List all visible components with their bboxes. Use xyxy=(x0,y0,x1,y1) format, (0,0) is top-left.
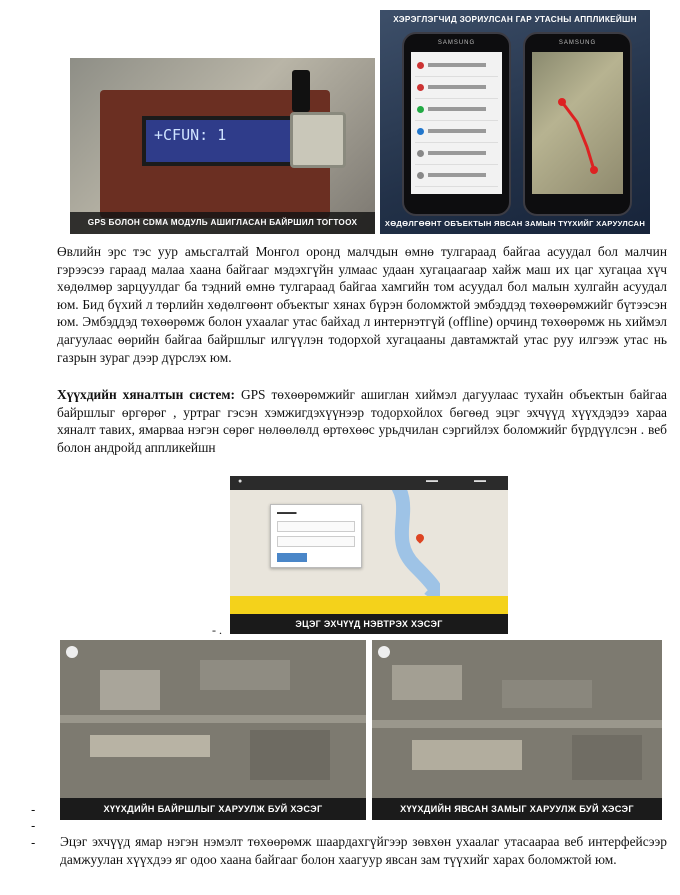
building xyxy=(200,660,290,690)
menu-row xyxy=(415,144,498,165)
login-title: ▬▬▬ xyxy=(277,509,297,516)
phone-screen xyxy=(411,52,502,194)
menu-line xyxy=(428,107,486,111)
web-login-caption: ЭЦЭГ ЭХЧҮҮД НЭВТРЭХ ХЭСЭГ xyxy=(230,614,508,634)
bullet-dash: - xyxy=(31,835,36,850)
bullet-dash: - xyxy=(31,818,36,833)
menu-row xyxy=(415,122,498,143)
location-view-figure xyxy=(60,640,366,820)
child-monitoring-title: Хүүхдийн хяналтын систем: xyxy=(57,387,235,402)
route-view-figure xyxy=(372,640,662,820)
child-monitoring-paragraph xyxy=(57,386,667,456)
menu-line xyxy=(428,63,486,67)
building xyxy=(412,740,522,770)
zoom-icon xyxy=(378,646,390,658)
bullet-dash: - xyxy=(31,802,36,817)
menu-dot-icon xyxy=(417,128,424,135)
gps-module xyxy=(290,112,346,168)
phone-menu-screen xyxy=(402,32,511,216)
route-view-caption: ХҮҮХДИЙН ЯВСАН ЗАМЫГ ХАРУУЛЖ БУЙ ХЭСЭГ xyxy=(372,798,662,820)
phone-brand: SAMSUNG xyxy=(558,40,597,46)
phone-map xyxy=(532,52,623,194)
menu-dot-icon xyxy=(417,172,424,179)
phone-brand: SAMSUNG xyxy=(437,40,476,46)
menu-row xyxy=(415,166,498,187)
road xyxy=(372,720,662,728)
antenna xyxy=(292,70,310,112)
menu-line xyxy=(428,129,486,133)
start-pin-icon xyxy=(558,98,566,106)
zoom-icon xyxy=(66,646,78,658)
phone-map-screen xyxy=(523,32,632,216)
intro-paragraph: Өвлийн эрс тэс уур амьсгалтай Монгол оронд малчдын өмнө тулгараад байгаа асуудал бол малчин гэрээсээ гараад малаа хаана байгааг мэдэхгүйн улмаас удаан хугацаагаар хайж маш их цаг хугацаа хүч хөдөлмөр зарцуулдаг ба тэдний өмнө тулгараад байгаа хамгийн том асуудал бол малын хулгайн асуудал юм. Бид бүхий л төрлийн хөдөлгөөнт объектыг хянах бүрэн боломжтой эмбэддэд төхөөрөмжийг бүтээсэн юм. Эмбэддэд төхөөрөмж болон ухаалаг утас байхад л интернэтгүй (offline) орчинд төхөөрөмж нь хиймэл дагуулаас өөрийн байгаа байршлыг илгүүлэн тодорхой хугацааны давтамжтай утас руу илгээж утас нь газрын зураг дээр дүрслэх юм. xyxy=(57,244,667,365)
end-pin-icon xyxy=(590,166,598,174)
username-field xyxy=(277,521,355,532)
menu-dot-icon xyxy=(417,150,424,157)
route-map-svg xyxy=(532,52,623,194)
building xyxy=(90,735,210,757)
login-box xyxy=(270,504,362,568)
child-monitoring-body: GPS төхөөрөмжийг ашиглан хиймэл дагуулаас тухайн объектын байгаа байршлыг өргөрөг , уртраг гэсэн хэмжигдэхүүнээр тодорхойлох бөгөөд эцэг эхчүүд хүүхдэдээ хараа хяналт тавих, ямарваа нэгэн сөрөг нөлөөлөлд өртөхөөс урьдчилан сэргийлэх боломжийг бүрдүүлсэн . веб болон андройд аппликейшн xyxy=(57,387,667,455)
menu-dot-icon xyxy=(417,106,424,113)
building xyxy=(572,735,642,780)
menu-dot-icon xyxy=(417,84,424,91)
menu-row xyxy=(415,100,498,121)
phone-app-top-caption: ХЭРЭГЛЭГЧИД ЗОРИУЛСАН ГАР УТАСНЫ АППЛИКЕЙШН xyxy=(393,15,637,24)
location-view-caption: ХҮҮХДИЙН БАЙРШЛЫГ ХАРУУЛЖ БУЙ ХЭСЭГ xyxy=(60,798,366,820)
menu-line xyxy=(428,85,486,89)
road xyxy=(60,715,366,723)
yellow-band xyxy=(230,596,508,616)
hardware-caption: GPS БОЛОН CDMA МОДУЛЬ АШИГЛАСАН БАЙРШИЛ ТОГТООХ xyxy=(70,212,375,234)
route-line xyxy=(562,102,594,170)
menu-dot-icon xyxy=(417,62,424,69)
lcd-text: +CFUN: 1 xyxy=(154,126,227,144)
menu-line xyxy=(428,151,486,155)
phone-app-bottom-caption: ХӨДӨЛГӨӨНТ ОБЪЕКТЫН ЯВСАН ЗАМЫН ТҮҮХИЙГ ХАРУУЛСАН xyxy=(384,219,646,228)
bullet-text: Эцэг эхчүүд ямар нэгэн нэмэлт төхөөрөмж шаардахгүйгээр зөвхөн ухаалаг утасаараа веб интерфейсээр дамжуулан хүүхдээ яг одоо хаана байгааг болон хаагуур явсан зам түүхийг харах боломжтой юм. xyxy=(60,834,667,867)
web-menu-item: ▬▬ xyxy=(426,478,438,484)
web-topbar xyxy=(230,476,508,490)
stray-mark: - . xyxy=(212,623,222,637)
web-logo-icon: ● xyxy=(238,478,243,485)
menu-line xyxy=(428,173,486,177)
building xyxy=(250,730,330,780)
map-river xyxy=(380,476,440,598)
phone-app-figure xyxy=(380,10,650,234)
building xyxy=(392,665,462,700)
login-button xyxy=(277,553,307,562)
building xyxy=(100,670,160,710)
building xyxy=(502,680,592,708)
menu-row xyxy=(415,56,498,77)
web-login-figure xyxy=(230,476,508,634)
menu-row xyxy=(415,78,498,99)
password-field xyxy=(277,536,355,547)
web-menu-item: ▬▬ xyxy=(474,478,486,484)
hardware-photo xyxy=(70,58,375,234)
